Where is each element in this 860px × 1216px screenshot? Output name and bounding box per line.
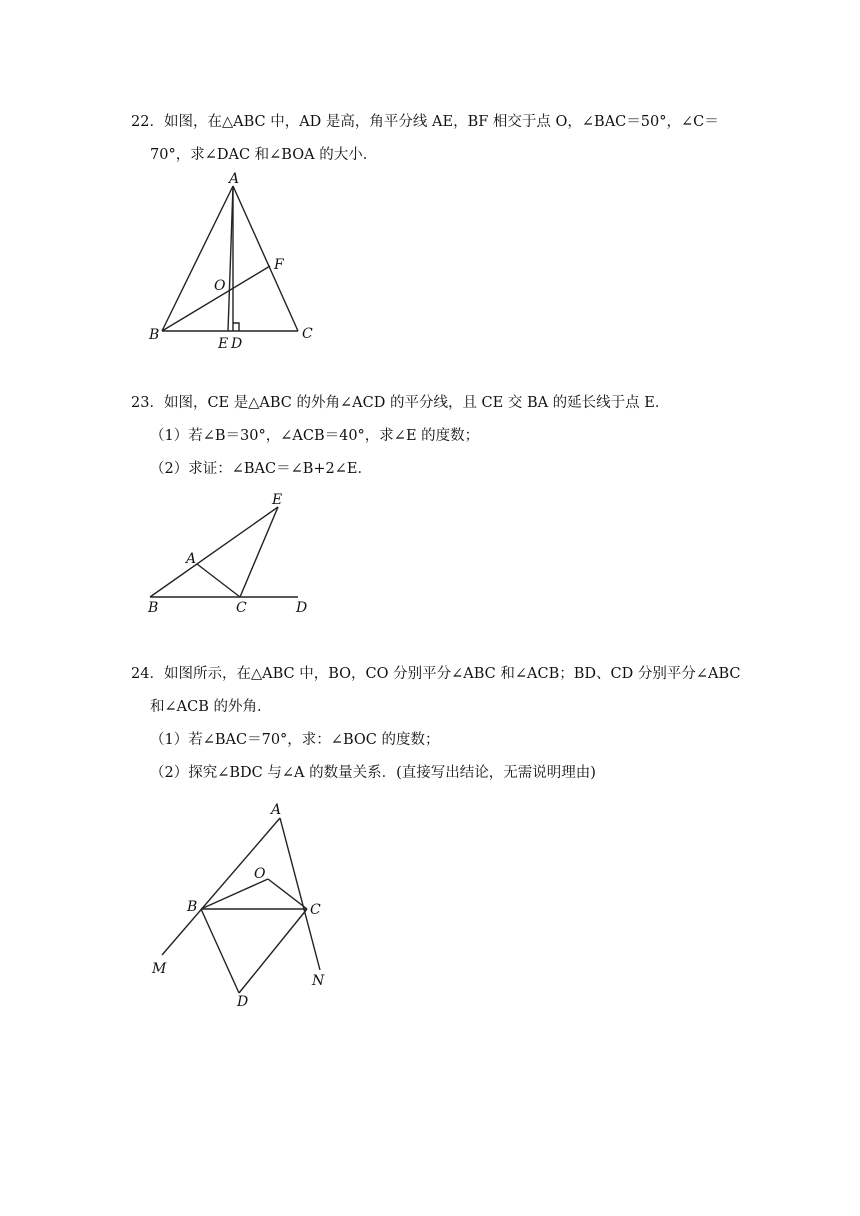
problem-22-figure <box>140 168 340 353</box>
problem-23-figure <box>140 488 340 620</box>
bisector-ae <box>228 186 233 331</box>
segment-ac <box>197 564 240 597</box>
label-c: C <box>310 902 321 918</box>
label-b: B <box>149 327 160 343</box>
line-am <box>162 818 280 955</box>
label-c: C <box>236 600 247 616</box>
right-angle-mark <box>233 323 239 331</box>
problem-22-line-1: 22．如图，在△ABC 中，AD 是高，角平分线 AE，BF 相交于点 O，∠BAC＝50°，∠C＝ <box>131 114 719 130</box>
label-a: A <box>229 171 240 187</box>
label-n: N <box>312 973 325 989</box>
problem-24-figure <box>140 798 360 1013</box>
label-d: D <box>237 994 249 1010</box>
bisector-bd <box>201 909 239 993</box>
label-b: B <box>148 600 159 616</box>
label-d: D <box>231 336 243 352</box>
side-ac <box>233 186 298 331</box>
label-a: A <box>186 551 197 567</box>
problem-22-line-2: 70°，求∠DAC 和∠BOA 的大小． <box>150 147 378 163</box>
problem-23-line-3: （2）求证：∠BAC＝∠B+2∠E． <box>150 461 373 477</box>
problem-24-line-4: （2）探究∠BDC 与∠A 的数量关系．(直接写出结论，无需说明理由) <box>150 765 596 781</box>
problem-24-line-1: 24．如图所示，在△ABC 中，BO，CO 分别平分∠ABC 和∠ACB；BD、CD 分别平分∠ABC <box>131 666 741 682</box>
line-an <box>280 818 320 970</box>
problem-24-line-2: 和∠ACB 的外角． <box>150 699 272 715</box>
bisector-bo <box>201 879 268 909</box>
label-e: E <box>272 492 283 508</box>
label-d: D <box>296 600 308 616</box>
label-o: O <box>254 866 266 882</box>
bisector-co <box>268 879 307 909</box>
problem-24-line-3: （1）若∠BAC＝70°，求：∠BOC 的度数； <box>150 732 440 748</box>
label-e: E <box>218 336 229 352</box>
bisector-cd <box>239 909 307 993</box>
label-m: M <box>152 961 167 977</box>
problem-23-line-2: （1）若∠B＝30°，∠ACB＝40°，求∠E 的度数； <box>150 428 480 444</box>
label-b: B <box>187 899 198 915</box>
label-c: C <box>302 326 313 342</box>
label-f: F <box>274 257 284 273</box>
problem-23-line-1: 23．如图，CE 是△ABC 的外角∠ACD 的平分线，且 CE 交 BA 的延长线于点 E． <box>131 395 670 411</box>
label-o: O <box>214 278 226 294</box>
label-a: A <box>271 802 282 818</box>
